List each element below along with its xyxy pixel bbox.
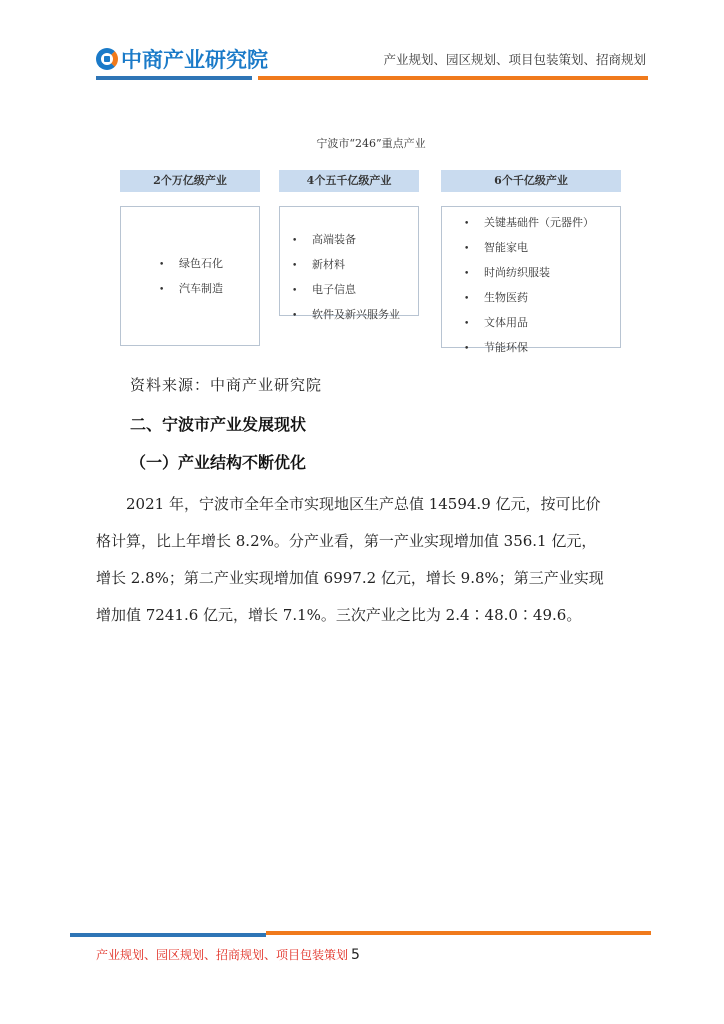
list-item: • 软件及新兴服务业 [292,308,400,321]
footer-tagline: 产业规划、园区规划、招商规划、项目包装策划 [96,948,349,962]
subsection-heading: （一）产业结构不断优化 [130,453,307,472]
logo [96,44,268,74]
paragraph-line: 格计算，比上年增长 8.2%。分产业看，第一产业实现增加值 356.1 亿元， [96,532,597,550]
column-five-hundred-billion [279,170,419,192]
column-box-five-hundred-billion [279,206,419,321]
list-item: • 电子信息 [292,283,356,296]
page-number: 5 [351,947,360,963]
header-divider-blue [96,76,252,80]
header-tagline: 产业规划、园区规划、项目包装策划、招商规划 [383,52,646,67]
list-item: • 高端装备 [292,233,356,246]
list-item: • 生物医药 [464,291,528,304]
logo-mark-icon [96,48,118,70]
paragraph-line: 增长 2.8%；第二产业实现增加值 6997.2 亿元，增长 9.8%；第三产业实现 [96,569,604,587]
page-header [0,0,724,90]
column-box-trillion [120,206,260,346]
column-heading: 2个万亿级产业 [120,170,260,192]
list-item: • 节能环保 [464,341,528,354]
list-item: • 汽车制造 [159,282,223,295]
list-item: • 时尚纺织服装 [464,266,550,279]
section-heading: 二、宁波市产业发展现状 [130,415,307,434]
footer-divider-blue [70,933,266,937]
list-item: • 关键基础件（元器件） [464,216,594,229]
logo-text: 中商产业研究院 [121,48,268,72]
column-heading: 4个五千亿级产业 [279,170,419,192]
body-paragraph [96,486,656,634]
footer-divider-orange [266,931,651,935]
paragraph-line: 2021 年，宁波市全年全市实现地区生产总值 14594.9 亿元，按可比价 [96,495,601,513]
column-trillion [120,170,260,192]
page-footer [96,946,360,963]
list-item: • 新材料 [292,258,345,271]
column-box-hundred-billion [441,206,621,354]
figure-title: 宁波市“246”重点产业 [316,137,426,150]
column-heading: 6个千亿级产业 [441,170,621,192]
header-divider-orange [258,76,648,80]
list-item: • 文体用品 [464,316,528,329]
list-item: • 智能家电 [464,241,528,254]
key-industries-figure [120,132,622,352]
column-hundred-billion [441,170,621,192]
list-item: • 绿色石化 [159,257,223,270]
paragraph-line: 增加值 7241.6 亿元，增长 7.1%。三次产业之比为 2.4∶48.0∶49.6。 [96,606,582,624]
source-note: 资料来源：中商产业研究院 [130,376,323,394]
